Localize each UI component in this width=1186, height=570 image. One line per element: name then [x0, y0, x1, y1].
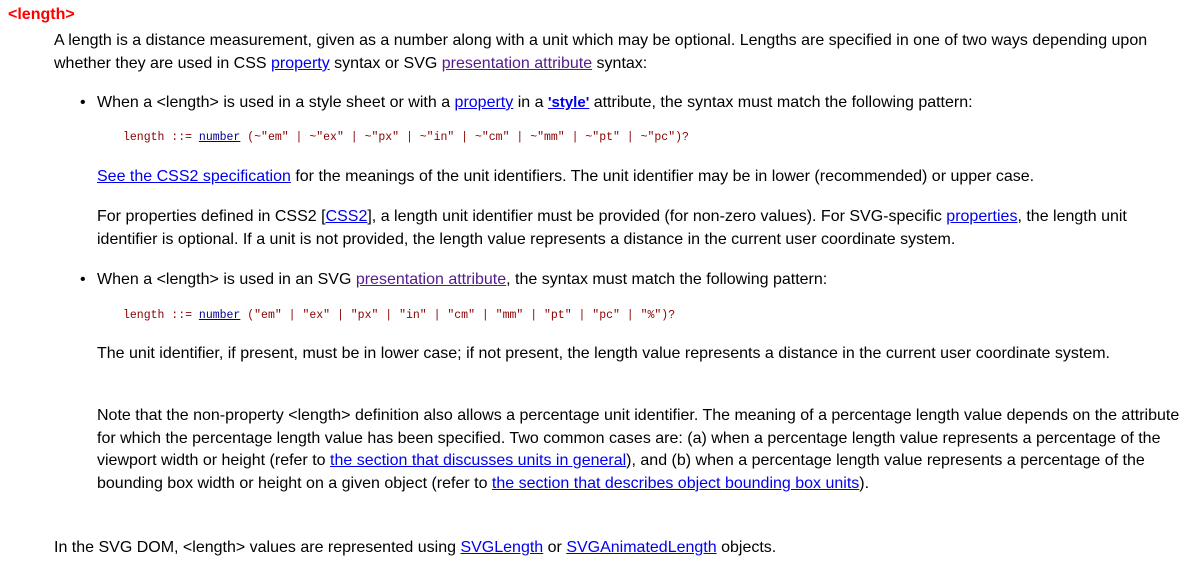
css2-properties-paragraph — [97, 205, 1147, 251]
bullet2-text-2: , the syntax must match the following pattern: — [506, 271, 828, 288]
bullet-icon: • — [80, 94, 86, 111]
css2-text-1: For properties defined in CSS2 [ — [97, 208, 326, 225]
term-heading: <length> — [8, 6, 75, 23]
code2-suffix: ("em" | "ex" | "px" | "in" | "cm" | "mm" | "pt" | "pc" | "%")? — [240, 309, 676, 322]
percentage-note-paragraph — [97, 405, 1182, 495]
see-css2-text: for the meanings of the unit identifiers. The unit identifier may be in lower (recommended) or upper case. — [290, 168, 1035, 185]
bullet1-text-1: When a <length> is used in a style sheet or with a — [97, 94, 455, 111]
code1-prefix: length ::= — [123, 131, 199, 144]
css2-text-3: , the length unit identifier is optional. If a unit is not provided, the length value represents a distance in the current user coordinate system. — [97, 208, 1127, 248]
svganimatedlength-link[interactable]: SVGAnimatedLength — [566, 539, 717, 556]
properties-link[interactable]: properties — [946, 208, 1018, 225]
intro-paragraph — [54, 29, 1169, 75]
code2-prefix: length ::= — [123, 309, 199, 322]
note-text-3: ). — [859, 474, 870, 492]
intro-text-1: A length is a distance measurement, given as a number along with a unit which may be optional. Lengths are specified in one of two ways depending upon whether they are used in CSS — [54, 32, 1148, 72]
bullet1-text-2: in a — [513, 94, 548, 111]
property-link[interactable]: property — [271, 55, 330, 72]
intro-text-2: syntax or SVG — [329, 55, 442, 72]
svg-syntax-pattern — [123, 308, 675, 324]
css2-text-2: ], a length unit identifier must be provided (for non-zero values). For SVG-specific — [367, 208, 947, 225]
bullet-item-css — [97, 91, 1177, 114]
intro-text-3: syntax: — [592, 55, 648, 72]
bounding-box-units-link[interactable]: the section that describes object bounding box units — [491, 474, 860, 492]
css-syntax-pattern — [123, 130, 689, 146]
presentation-attribute-link[interactable]: presentation attribute — [441, 55, 593, 72]
bullet1-text-3: attribute, the syntax must match the following pattern: — [589, 94, 973, 111]
css2-reference-link[interactable]: CSS2 — [325, 208, 368, 225]
note-text-2: ), and (b) when a percentage length value represents a percentage of the bounding box width or height on a given object (refer to — [97, 452, 1145, 492]
style-attribute-link[interactable]: 'style' — [547, 94, 590, 111]
note-text-1: Note that the non-property <length> definition also allows a percentage unit identifier. The meaning of a percentage length value depends on the attribute for which the percentage length value has been specified. Two common cases are: (a) when a percentage length value represents a percentage of the viewport width or height (refer to — [97, 407, 1180, 469]
css2-spec-link[interactable]: See the CSS2 specification — [97, 168, 291, 185]
svg-dom-paragraph — [54, 536, 1154, 559]
bullet-icon: • — [80, 271, 86, 288]
units-in-general-link[interactable]: the section that discusses units in general — [330, 452, 627, 469]
svglength-link[interactable]: SVGLength — [460, 539, 544, 556]
see-css2-paragraph — [97, 165, 1177, 188]
unit-identifier-paragraph: The unit identifier, if present, must be in lower case; if not present, the length value represents a distance in the current user coordinate system. — [97, 345, 1110, 362]
dom-text-3: objects. — [716, 539, 777, 556]
bullet2-text-1: When a <length> is used in an SVG — [97, 271, 356, 288]
bullet-item-svg — [97, 268, 1177, 291]
property-link-2[interactable]: property — [454, 94, 514, 111]
dom-text-2: or — [543, 539, 567, 556]
dom-text-1: In the SVG DOM, <length> values are represented using — [54, 539, 461, 556]
number-link[interactable]: number — [198, 131, 241, 144]
presentation-attribute-link-2[interactable]: presentation attribute — [355, 271, 507, 288]
code1-suffix: (~"em" | ~"ex" | ~"px" | ~"in" | ~"cm" | ~"mm" | ~"pt" | ~"pc")? — [240, 131, 689, 144]
number-link-2[interactable]: number — [198, 309, 241, 322]
